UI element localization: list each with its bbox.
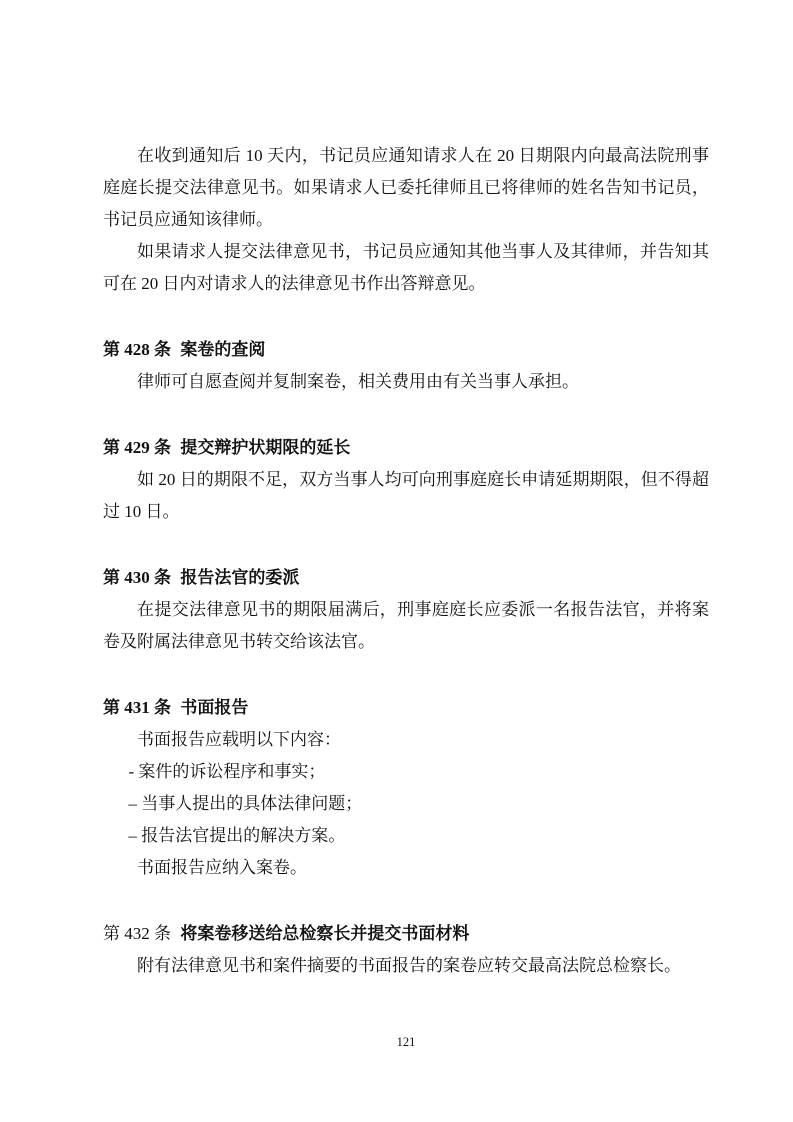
article-number: 第 431 条 [103, 698, 171, 717]
article-number: 第 428 条 [103, 340, 171, 359]
list-item: – 当事人提出的具体法律问题； [128, 794, 363, 813]
article-431-body: 书面报告应载明以下内容： [137, 730, 341, 749]
article-432-heading [103, 918, 709, 950]
list-item: - 案件的诉讼程序和事实； [128, 762, 326, 781]
intro-paragraph: 如果请求人提交法律意见书，书记员应通知其他当事人及其律师，并告知其可在 20 日内对请求人的法律意见书作出答辩意见。 [103, 242, 709, 293]
article-431-heading [103, 692, 709, 724]
article-430-body: 在提交法律意见书的期限届满后，刑事庭庭长应委派一名报告法官，并将案卷及附属法律意见书转交给该法官。 [103, 600, 709, 651]
article-title: 将案卷移送给总检察长并提交书面材料 [180, 924, 470, 943]
article-428-body: 律师可自愿查阅并复制案卷，相关费用由有关当事人承担。 [137, 372, 579, 391]
article-429-heading [103, 432, 709, 464]
article-title: 案卷的查阅 [180, 340, 266, 359]
article-number: 第 432 条 [103, 924, 171, 943]
article-title: 书面报告 [180, 698, 249, 717]
article-429-body: 如 20 日的期限不足，双方当事人均可向刑事庭庭长申请延期期限，但不得超过 10 日。 [103, 470, 709, 521]
intro-paragraph: 在收到通知后 10 天内，书记员应通知请求人在 20 日期限内向最高法院刑事庭庭长提交法律意见书。如果请求人已委托律师且已将律师的姓名告知书记员，书记员应通知该律师。 [103, 146, 709, 229]
list-item: – 报告法官提出的解决方案。 [128, 826, 346, 845]
article-number: 第 429 条 [103, 438, 171, 457]
article-431-closing: 书面报告应纳入案卷。 [137, 858, 307, 877]
article-432-body: 附有法律意见书和案件摘要的书面报告的案卷应转交最高法院总检察长。 [137, 956, 681, 975]
article-number: 第 430 条 [103, 568, 171, 587]
page-number: 121 [396, 1035, 416, 1049]
article-title: 报告法官的委派 [180, 568, 300, 587]
article-title: 提交辩护状期限的延长 [180, 438, 351, 457]
article-430-heading [103, 562, 709, 594]
article-428-heading [103, 334, 709, 366]
